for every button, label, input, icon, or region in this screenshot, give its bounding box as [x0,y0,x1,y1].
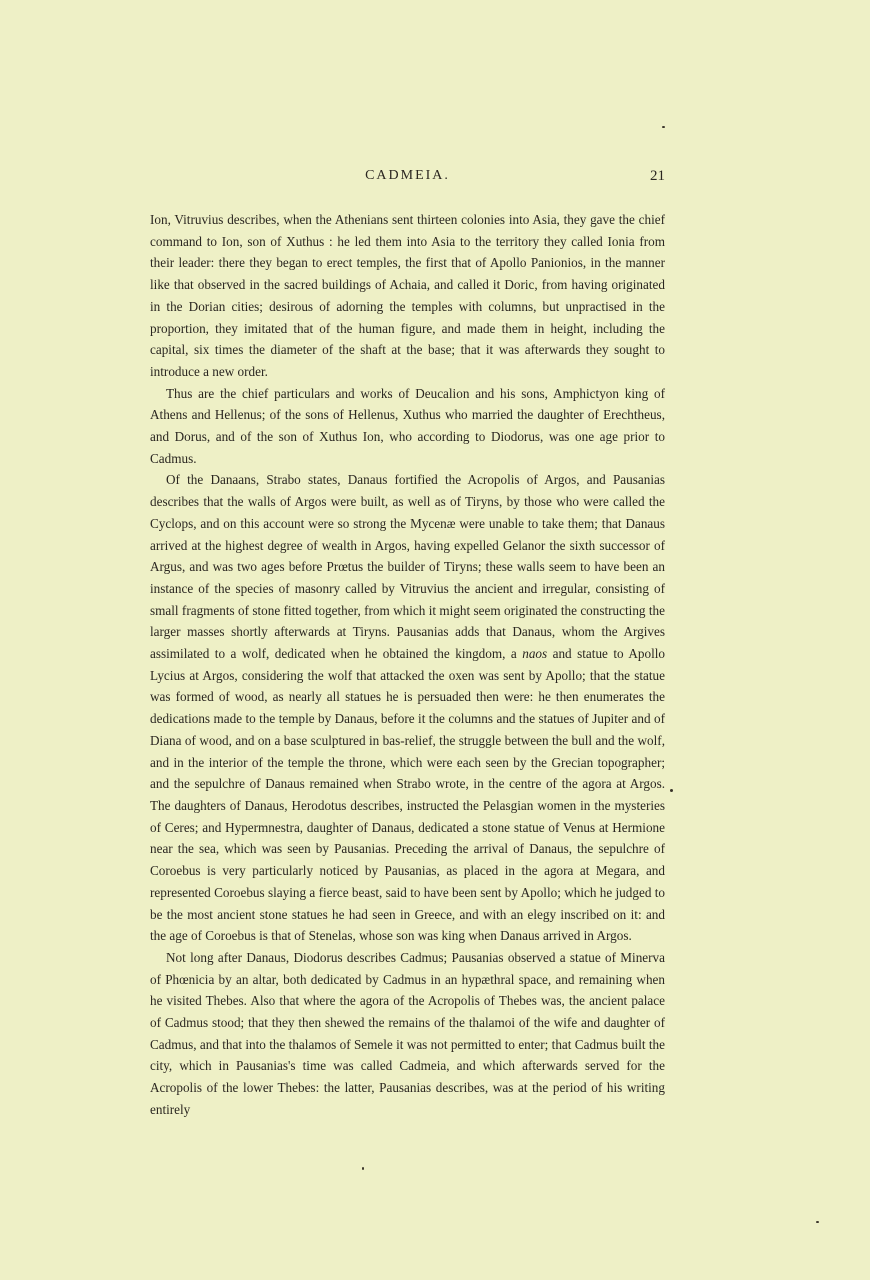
paragraph-danaans-text-after: and statue to Apollo Lycius at Argos, considering the wolf that attacked the oxen was sent by Apollo; that the statue was formed of wood, as nearly all statues he is persuaded then were: he then enumerates the dedications made to the temple by Danaus, before it the columns and the statues of Jupiter and of Diana of wood, and on a base sculptured in bas-relief, the struggle between the bull and the wolf, and in the interior of the temple the throne, which were each seen by the Grecian topographer; and the sepulchre of Danaus remained when Strabo wrote, in the centre of the agora at Argos. The daughters of Danaus, Herodotus describes, instructed the Pelasgian women in the mysteries of Ceres; and Hypermnestra, daughter of Danaus, dedicated a stone statue of Venus at Hermione near the sea, which was seen by Pausanias. Preceding the arrival of Danaus, the sepulchre of Coroebus is very particularly noticed by Pausanias, as placed in the agora at Megara, and represented Coroebus slaying a fierce beast, said to have been sent by Apollo; which he judged to be the most ancient stone statues he had seen in Greece, and with an elegy inscribed on it: and the age of Coroebus is that of Stenelas, whose son was king when Danaus arrived in Argos. [150,646,665,944]
paragraph-ion-vitruvius: Ion, Vitruvius describes, when the Athenians sent thirteen colonies into Asia, they gave the chief command to Ion, son of Xuthus : he led them into Asia to the territory they called Ionia from their leader: there they began to erect temples, the first that of Apollo Panionios, in the manner like that observed in the sacred buildings of Achaia, and called it Doric, from having originated in the Dorian cities; desirous of adorning the temples with columns, but unpractised in the proportion, they imitated that of the human figure, and made them in height, including the capital, six times the diameter of the shaft at the base; that it was afterwards they sought to introduce a new order. [150,212,665,379]
paragraph-cadmus: Not long after Danaus, Diodorus describes Cadmus; Pausanias observed a statue of Minerva of Phœnicia by an altar, both dedicated by Cadmus in an hypæthral space, and remaining when he visited Thebes. Also that where the agora of the Acropolis of Thebes was, the ancient palace of Cadmus stood; that they then shewed the remains of the thalamoi of the wife and daughter of Cadmus, and that into the thalamos of Semele it was not permitted to enter; that Cadmus built the city, which in Pausanias's time was called Cadmeia, and which afterwards served for the Acropolis of the lower Thebes: the latter, Pausanias describes, was at the period of his writing entirely [150,949,665,1117]
paragraph-danaans-text-before: Of the Danaans, Strabo states, Danaus fortified the Acropolis of Argos, and Pausanias describes that the walls of Argos were built, as well as of Tiryns, by those who were called the Cyclops, and on this account were so strong the Mycenæ were unable to take them; that Danaus arrived at the highest degree of wealth in Argos, having expelled Gelanor the sixth successor of Argus, and was two ages before Prœtus the builder of Tiryns; these walls seem to have been an instance of the species of masonry called by Vitruvius the ancient and irregular, consisting of small fragments of stone fitted together, from which it might seem originated the constructing the larger masses shortly afterwards at Tiryns. Pausanias adds that Danaus, whom the Argives assimilated to a wolf, dedicated when he obtained the kingdom, a [150,472,665,662]
paper-speck [816,1221,819,1223]
italic-term-naos: naos [522,646,548,662]
paragraph-danaans [150,469,665,946]
running-title: CADMEIA. [365,168,450,183]
paper-speck [362,1167,364,1170]
paper-speck [670,789,673,792]
page-header [150,168,665,190]
page-number: 21 [650,168,665,184]
body-text [150,209,665,1121]
paragraph-deucalion-summary: Thus are the chief particulars and works of Deucalion and his sons, Amphictyon king of Athens and Hellenus; of the sons of Hellenus, Xuthus who married the daughter of Erechtheus, and Dorus, and of the son of Xuthus Ion, who according to Diodorus, was one age prior to Cadmus. [150,385,665,466]
paper-speck [662,126,665,128]
